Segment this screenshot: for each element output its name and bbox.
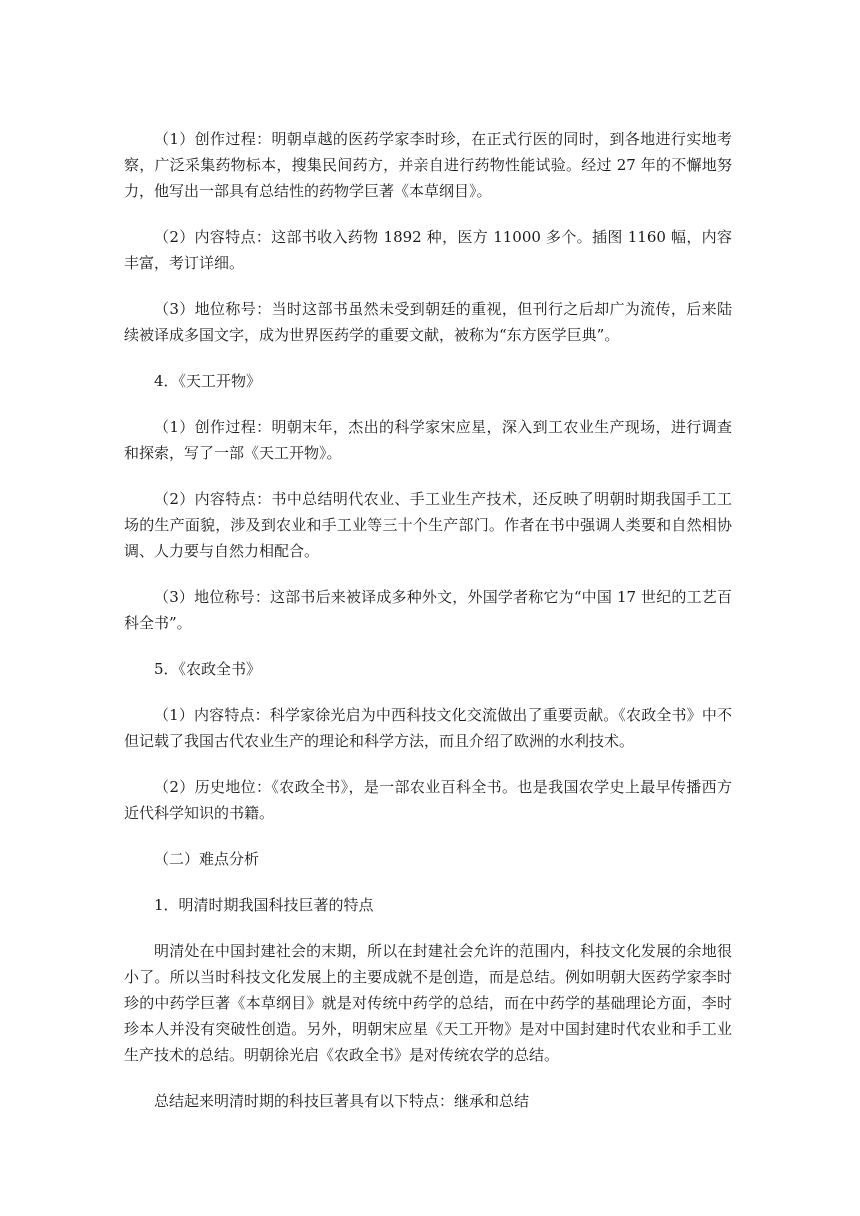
bencao-content-paragraph: （2）内容特点：这部书收入药物 1892 种，医方 11000 多个。插图 1160 幅，内容丰富，考订详细。 xyxy=(124,228,732,272)
bencao-status-paragraph: （3）地位称号：当时这部书虽然未受到朝廷的重视，但刊行之后却广为流传，后来陆续被译成多国文字，成为世界医药学的重要文献，被称为“东方医学巨典”。 xyxy=(124,300,732,344)
nongzheng-status-paragraph: （2）历史地位：《农政全书》，是一部农业百科全书。也是我国农学史上最早传播西方近代科学知识的书籍。 xyxy=(124,778,732,822)
tiangong-status-paragraph: （3）地位称号：这部书后来被译成多种外文，外国学者称它为“中国 17 世纪的工艺百科全书”。 xyxy=(124,588,732,632)
nongzheng-content-paragraph: （1）内容特点：科学家徐光启为中西科技文化交流做出了重要贡献。《农政全书》中不但记载了我国古代农业生产的理论和科学方法，而且介绍了欧洲的水利技术。 xyxy=(124,706,732,750)
nongzheng-heading: 5．《农政全书》 xyxy=(154,660,262,678)
tiangong-heading: 4．《天工开物》 xyxy=(154,372,262,390)
bencao-creation-paragraph: （1）创作过程：明朝卓越的医药学家李时珍，在正式行医的同时，到各地进行实地考察，广泛采集药物标本，搜集民间药方，并亲自进行药物性能试验。经过 27 年的不懈地努力，他写出一部具有总结性的药物学巨著《本草纲目》。 xyxy=(124,130,732,200)
tiangong-creation-paragraph: （1）创作过程：明朝末年，杰出的科学家宋应星，深入到工农业生产现场，进行调查和探索，写了一部《天工开物》。 xyxy=(124,418,732,462)
analysis-heading: （二）难点分析 xyxy=(154,850,260,868)
analysis-summary-paragraph: 总结起来明清时期的科技巨著具有以下特点：继承和总结 xyxy=(154,1092,530,1110)
analysis-subheading: 1．明清时期我国科技巨著的特点 xyxy=(154,896,374,914)
tiangong-content-paragraph: （2）内容特点：书中总结明代农业、手工业生产技术，还反映了明朝时期我国手工工场的生产面貌，涉及到农业和手工业等三十个生产部门。作者在书中强调人类要和自然相协调、人力要与自然力相配合。 xyxy=(124,490,732,560)
analysis-paragraph: 明清处在中国封建社会的末期，所以在封建社会允许的范围内，科技文化发展的余地很小了。所以当时科技文化发展上的主要成就不是创造，而是总结。例如明朝大医药学家李时珍的中药学巨著《本草纲目》就是对传统中药学的总结，而在中药学的基础理论方面，李时珍本人并没有突破性创造。另外，明朝宋应星《天工开物》是对中国封建时代农业和手工业生产技术的总结。明朝徐光启《农政全书》是对传统农学的总结。 xyxy=(124,942,732,1064)
